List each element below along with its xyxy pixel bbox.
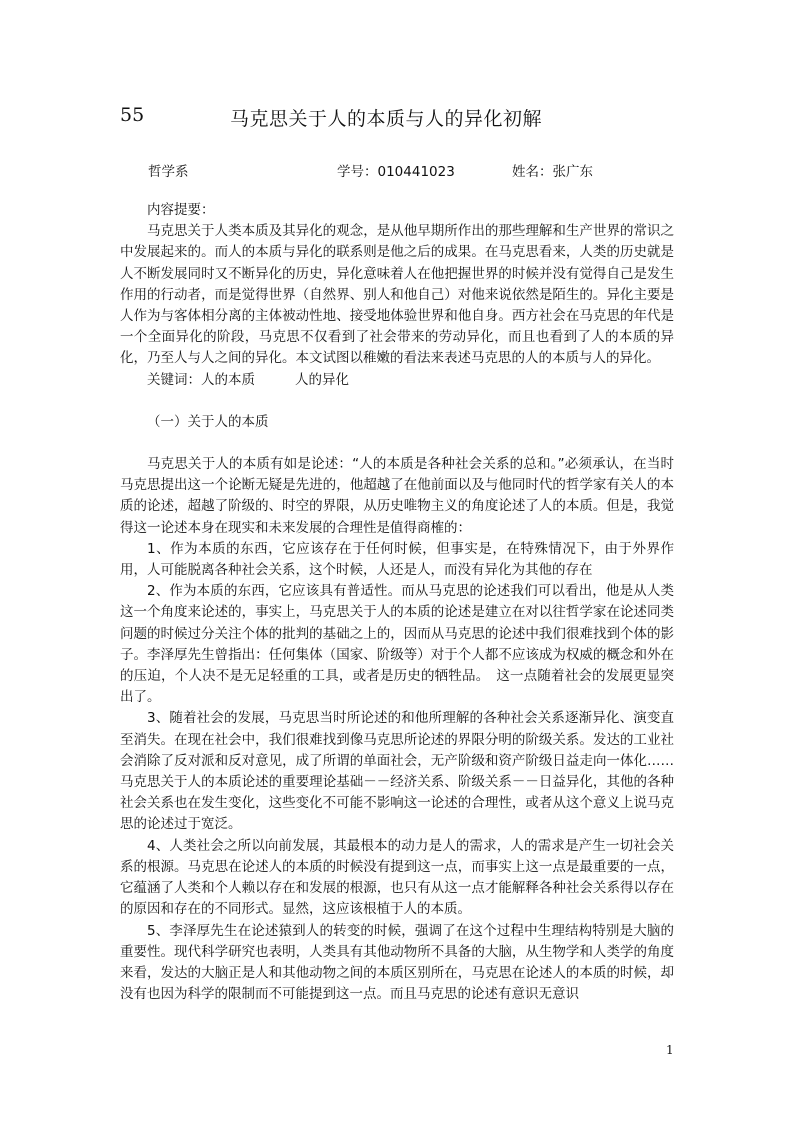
page-number: 1 xyxy=(666,1043,674,1057)
article-number: 55 xyxy=(120,104,145,126)
keywords-label: 关键词： xyxy=(147,371,201,388)
department: 哲学系 xyxy=(148,164,189,180)
section-heading: （一）关于人的本质 xyxy=(147,413,269,430)
keywords-line xyxy=(120,370,674,391)
keyword-item: 人的异化 xyxy=(295,371,349,388)
paragraph: 3、随着社会的发展，马克思当时所论述的和他所理解的各种社会关系逐渐异化、演变直至消失。在现在社会中，我们很难找到像马克思所论述的界限分明的阶级关系。发达的工业社会消除了反对派和反对意见，成了所谓的单面社会，无产阶级和资产阶级日益走向一体化……马克思关于人的本质论述的重要理论基础－－经济关系、阶级关系－－日益异化，其他的各种社会关系也在发生变化，这些变化不可能不影响这一论述的合理性，或者从这个意义上说马克思的论述过于宽泛。 xyxy=(120,710,674,833)
paragraph: 4、人类社会之所以向前发展，其最根本的动力是人的需求，人的需求是产生一切社会关系的根源。马克思在论述人的本质的时候没有提到这一点，而事实上这一点是最重要的一点，它蕴涵了人类和个人赖以存在和发展的根源，也只有从这一点才能解释各种社会关系得以存在的原因和存在的不同形式。显然，这应该根植于人的本质。 xyxy=(120,837,674,918)
author-name: 姓名：张广东 xyxy=(512,164,593,180)
paragraph: 马克思关于人的本质有如是论述：“人的本质是各种社会关系的总和。”必须承认，在当时马克思提出这一个论断无疑是先进的，他超越了在他前面以及与他同时代的哲学家有关人的本质的论述，超越了阶级的、时空的界限，从历史唯物主义的角度论述了人的本质。但是，我觉得这一论述本身在现实和未来发展的合理性是值得商榷的： xyxy=(120,456,674,536)
abstract-text: 马克思关于人类本质及其异化的观念，是从他早期所作出的那些理解和生产世界的常识之中发展起来的。而人的本质与异化的联系则是他之后的成果。在马克思看来，人类的历史就是人不断发展同时又不断异化的历史，异化意味着人在他把握世界的时候并没有觉得自己是发生作用的行动者，而是觉得世界（自然界、别人和他自己）对他来说依然是陌生的。异化主要是人作为与客体相分离的主体被动性地、接受地体验世界和他自身。西方社会在马克思的年代是一个全面异化的阶段，马克思不仅看到了社会带来的劳动异化，而且也看到了人的本质的异化，乃至人与人之间的异化。本文试图以稚嫩的看法来表述马克思的人的本质与人的异化。 xyxy=(120,223,674,367)
author-meta xyxy=(0,160,794,180)
page-title: 马克思关于人的本质与人的异化初解 xyxy=(230,108,543,130)
paragraph: 1、作为本质的东西，它应该存在于任何时候，但事实是，在特殊情况下，由于外界作用，人可能脱离各种社会关系，这个时候，人还是人，而没有异化为其他的存在 xyxy=(120,540,674,579)
keyword-item: 人的本质 xyxy=(201,371,255,388)
paragraph: 2、作为本质的东西，它应该具有普适性。而从马克思的论述我们可以看出，他是从人类这一个角度来论述的，事实上，马克思关于人的本质的论述是建立在对以往哲学家在论述同类问题的时候过分关注个体的批判的基础之上的，因而从马克思的论述中我们很难找到个体的影子。李泽厚先生曾指出：任何集体（国家、阶级等）对于个人都不应该成为权威的概念和外在的压迫，个人决不是无足轻重的工具，或者是历史的牺牲品。 这一点随着社会的发展更显突出了。 xyxy=(120,583,674,706)
abstract-label: 内容提要： xyxy=(147,202,215,218)
body-content xyxy=(120,200,674,1005)
title-row xyxy=(0,104,794,134)
student-id: 学号：010441023 xyxy=(337,164,455,180)
paragraph: 5、李泽厚先生在论述猿到人的转变的时候，强调了在这个过程中生理结构特别是大脑的重要性。现代科学研究也表明，人类具有其他动物所不具备的大脑，从生物学和人类学的角度来看，发达的大脑正是人和其他动物之间的本质区别所在，马克思在论述人的本质的时候，却没有也因为科学的限制而不可能提到这一点。而且马克思的论述有意识无意识 xyxy=(120,922,674,1003)
